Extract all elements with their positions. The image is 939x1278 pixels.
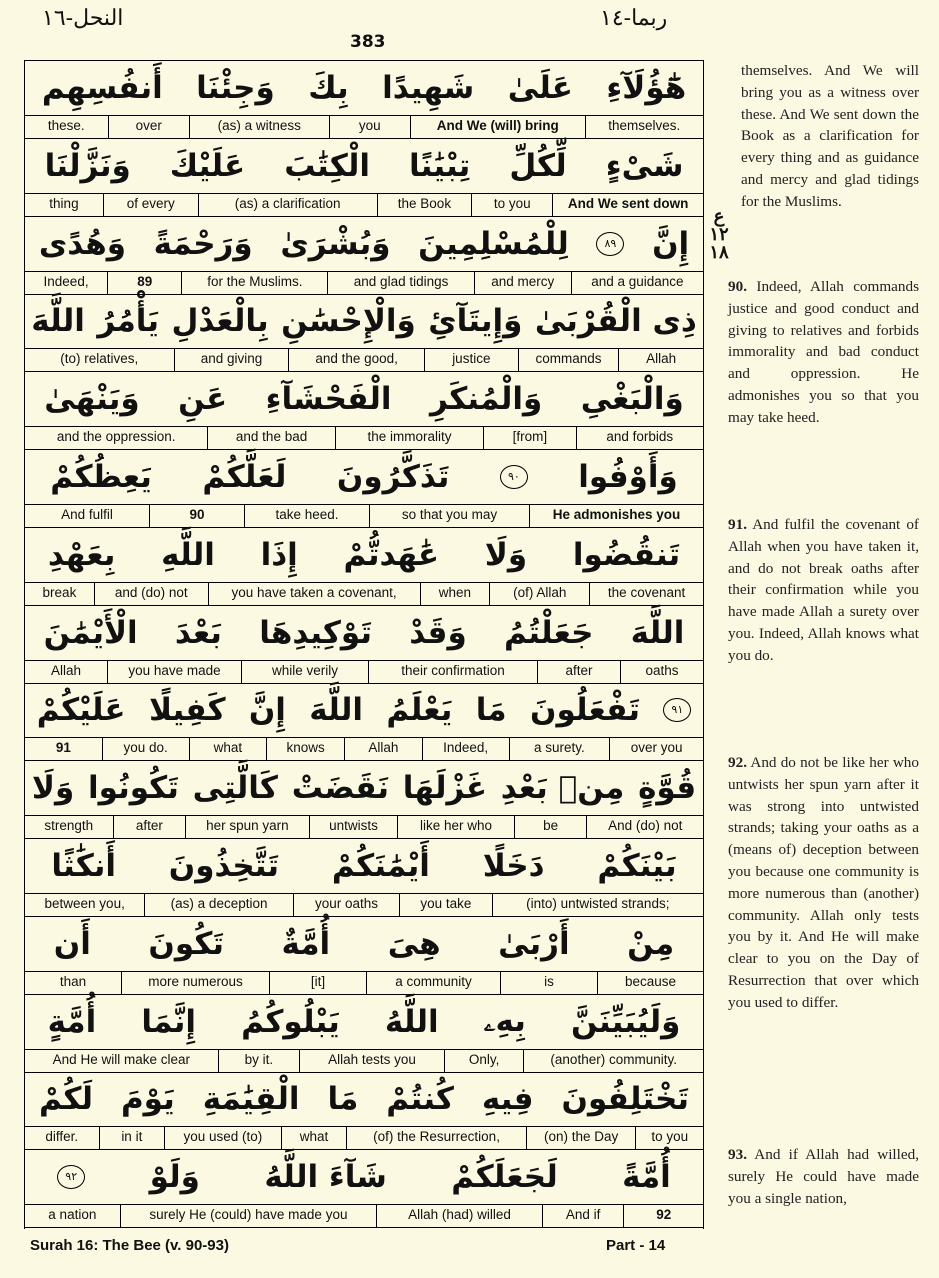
english-gloss-line (25, 815, 703, 839)
gloss-cell: and the good, (288, 349, 424, 371)
gloss-cell: like her who (397, 816, 514, 838)
arabic-word: أُمَّةٌ (281, 925, 331, 962)
gloss-cell: and the bad (207, 427, 334, 449)
gloss-cell: and the oppression. (56, 429, 176, 445)
english-gloss-line (25, 426, 703, 450)
arabic-word: بَيْنَكُمْ (597, 848, 677, 884)
arabic-word: شَىْءٍ (605, 147, 684, 184)
arabic-word: أَنفُسِهِم (41, 70, 163, 106)
gloss-cell: (of) Allah (489, 583, 589, 605)
arabic-word: وَبُشْرَىٰ (280, 225, 391, 262)
verse-row (25, 917, 703, 994)
arabic-word: وَلَيُبَيِّنَنَّ (571, 1003, 681, 1040)
gloss-cell: for the Muslims. (181, 272, 327, 294)
surah-header-arabic: النحل-١٦ (42, 6, 124, 31)
arabic-line (25, 917, 703, 971)
verse-row (25, 450, 703, 527)
arabic-word: تَتَّخِذُونَ (168, 848, 280, 884)
arabic-word: اللَّهُ (384, 1003, 439, 1040)
translation-text: And do not be like her who untwists her spun yarn after it was strong into untwisted strands; taking your oaths as a (means of) deception between you because one community is more numerous than (another) community. Allah only tests you by it. And He will make clear to you on the Day of Resurrection that over which you used to differ. (728, 754, 919, 1011)
gloss-cell: and forbids (576, 427, 703, 449)
arabic-word: وَلَا (31, 770, 75, 807)
gloss-cell: He admonishes you (529, 505, 703, 527)
arabic-word: بَعْدَ (174, 614, 222, 651)
gloss-cell: (of) the Resurrection, (346, 1127, 526, 1149)
translation-text: Indeed, Allah commands justice and good conduct and giving to relatives and forbids immorality and bad conduct and oppression. He admonishes you so that you may take heed. (728, 278, 919, 426)
gloss-cell: 90 (149, 505, 244, 527)
gloss-cell: and glad tidings (327, 272, 473, 294)
arabic-word: إِذَا (260, 536, 298, 573)
arabic-word: وَالْإِحْسَٰنِ (281, 303, 416, 340)
verse-row (25, 139, 703, 216)
arabic-word: عَلَيْكَ (169, 147, 246, 184)
gloss-cell: oaths (620, 661, 703, 683)
arabic-word: الْأَيْمَٰنَ (43, 614, 138, 651)
arabic-word: بِكَ (308, 70, 349, 106)
verse-row (25, 839, 703, 916)
arabic-word: عَٰهَدتُّمْ (343, 536, 440, 573)
arabic-line (25, 761, 703, 815)
arabic-word: نَقَضَتْ (291, 770, 390, 807)
gloss-cell: [from] (483, 427, 575, 449)
english-gloss-line (25, 1049, 703, 1073)
arabic-word: وَقَدْ (409, 614, 467, 651)
gloss-cell: Only, (444, 1050, 524, 1072)
gloss-cell: Indeed, (422, 738, 509, 760)
arabic-word: أَن (53, 925, 91, 962)
gloss-cell: your oaths (293, 894, 399, 916)
gloss-cell: 91 (55, 740, 71, 756)
arabic-word: الْفَحْشَآءِ (265, 381, 392, 418)
arabic-word: أُمَّةً (622, 1159, 671, 1196)
arabic-word: الْكِتَٰبَ (284, 147, 370, 184)
arabic-word: لِّكُلِّ (509, 147, 567, 184)
translation-text: And fulfil the covenant of Allah when you have taken it, and do not break oaths after their confirmation while you have made Allah a surety over you. Indeed, Allah knows what you do. (728, 516, 919, 664)
gloss-cell: and mercy (474, 272, 571, 294)
arabic-word: عَلَيْكُمْ (36, 692, 126, 729)
gloss-cell: and giving (174, 349, 289, 371)
arabic-word: يَبْلُوكُمُ (241, 1003, 340, 1040)
gloss-cell: take heed. (244, 505, 369, 527)
translation-text: themselves. And We will bring you as a witness over these. And We sent down the Book as a clarification for every thing and as guidance and mercy and glad tidings for the Muslims. (741, 62, 919, 210)
gloss-cell: And We sent down (552, 194, 703, 216)
gloss-cell: 89 (107, 272, 181, 294)
arabic-word: يَعِظُكُمْ (50, 459, 152, 495)
part-header-arabic: ربما-١٤ (600, 6, 668, 31)
gloss-cell: (as) a deception (144, 894, 292, 916)
arabic-word: يَأْمُرُ (97, 303, 160, 340)
gloss-cell: knows (266, 738, 344, 760)
arabic-word: بِالْعَدْلِ (171, 303, 269, 340)
arabic-word: يَوْمَ (120, 1081, 175, 1118)
gloss-cell: when (420, 583, 490, 605)
english-gloss-line (25, 115, 703, 139)
arabic-word: إِنَّمَا (141, 1003, 197, 1040)
arabic-line (25, 139, 703, 193)
gloss-cell: while verily (241, 661, 368, 683)
page-number: 383 (350, 32, 386, 52)
english-gloss-line (25, 193, 703, 217)
gloss-cell: And We (will) bring (410, 116, 585, 138)
gloss-cell: differ. (45, 1129, 79, 1145)
arabic-word: إِنَّ (248, 692, 286, 729)
gloss-cell: themselves. (585, 116, 704, 138)
gloss-cell: (another) community. (523, 1050, 703, 1072)
english-gloss-line (25, 1204, 703, 1228)
arabic-word: يَعْلَمُ (386, 692, 453, 729)
arabic-word: هَٰٓؤُلَآءِ (606, 70, 687, 106)
arabic-word: لَكُمْ (39, 1081, 94, 1118)
gloss-cell: a surety. (509, 738, 610, 760)
translation-verse (728, 276, 919, 429)
english-gloss-line (25, 893, 703, 917)
gloss-cell: over you (609, 738, 703, 760)
gloss-cell: be (514, 816, 587, 838)
arabic-word: تَوْكِيدِهَا (259, 614, 372, 651)
arabic-word: وَالْبَغْىِ (580, 381, 684, 418)
gloss-cell: untwists (309, 816, 398, 838)
arabic-line (25, 217, 703, 271)
gloss-cell: over (108, 116, 190, 138)
verse-number: 93. (728, 1146, 747, 1163)
gloss-cell: the immorality (335, 427, 483, 449)
gloss-cell: in it (99, 1127, 165, 1149)
gloss-cell: of every (103, 194, 198, 216)
english-gloss-line (25, 504, 703, 528)
verse-end-marker: ٩١ (663, 698, 691, 722)
gloss-cell: [it] (269, 972, 366, 994)
arabic-word: اللَّهِ (161, 536, 215, 573)
arabic-word: تَذَكَّرُونَ (336, 459, 450, 495)
arabic-word: عَنِ (178, 381, 228, 418)
gloss-cell: after (113, 816, 186, 838)
arabic-word: وَيَنْهَىٰ (44, 381, 140, 418)
arabic-word: وَجِئْنَا (196, 70, 275, 106)
gloss-cell: the covenant (589, 583, 703, 605)
arabic-word: تَخْتَلِفُونَ (561, 1081, 690, 1118)
gloss-cell: you have made (107, 661, 241, 683)
gloss-cell: and a guidance (571, 272, 703, 294)
arabic-word: وَلَوْ (149, 1159, 200, 1196)
arabic-word: قُوَّةٍ (638, 770, 697, 807)
arabic-word: شَآءَ اللَّهُ (264, 1159, 387, 1196)
verse-row (25, 1150, 703, 1227)
gloss-cell: break (42, 584, 77, 600)
gloss-cell: justice (424, 349, 518, 371)
gloss-cell: Allah tests you (299, 1050, 444, 1072)
arabic-line (25, 372, 703, 426)
ruku-marker: ع ١٢ ١٨ (709, 206, 729, 263)
gloss-cell: after (537, 661, 620, 683)
english-gloss-line (25, 971, 703, 995)
gloss-cell: And (do) not (586, 816, 703, 838)
gloss-cell: you used (to) (164, 1127, 281, 1149)
gloss-cell: to you (635, 1127, 703, 1149)
arabic-word: عَلَىٰ (507, 70, 573, 106)
arabic-line (25, 606, 703, 660)
arabic-word: تَكُونَ (148, 925, 224, 962)
arabic-word: هِىَ (387, 925, 441, 962)
arabic-word: أَنكَٰثًا (51, 848, 116, 884)
verse-end-marker: ٩٢ (57, 1165, 85, 1189)
arabic-line (25, 450, 703, 504)
verse-row (25, 761, 703, 838)
arabic-word: وَرَحْمَةً (153, 225, 253, 262)
gloss-cell: Allah (50, 662, 82, 678)
arabic-word: اللَّهَ (630, 614, 685, 651)
arabic-word: لَعَلَّكُمْ (202, 459, 287, 495)
arabic-word: لَجَعَلَكُمْ (451, 1159, 558, 1196)
gloss-cell: is (500, 972, 597, 994)
gloss-cell: (as) a witness (189, 116, 329, 138)
arabic-word: كَالَّتِى (192, 770, 278, 807)
translation-verse (728, 752, 919, 1014)
arabic-word: تَكُونُوا (88, 770, 179, 807)
arabic-word: تَنقُضُوا (572, 536, 681, 573)
arabic-word: وَنَزَّلْنَا (44, 147, 131, 184)
translation-intro (741, 60, 919, 213)
gloss-cell: Allah (618, 349, 703, 371)
gloss-cell: you take (399, 894, 491, 916)
gloss-cell: the Book (377, 194, 472, 216)
gloss-cell: what (189, 738, 267, 760)
gloss-cell: strength (44, 818, 94, 834)
gloss-cell: you (329, 116, 411, 138)
arabic-word: أَيْمَٰنَكُمْ (331, 848, 430, 884)
verse-number: 91. (728, 516, 747, 533)
arabic-word: فِيهِ (481, 1081, 534, 1118)
verse-row (25, 606, 703, 683)
verse-number: 92. (728, 754, 747, 771)
arabic-word: أُمَّةٍ (47, 1003, 97, 1040)
verse-row (25, 683, 703, 760)
translation-verse (728, 1144, 919, 1209)
gloss-cell: And if (542, 1205, 624, 1227)
arabic-line (25, 995, 703, 1049)
arabic-word: جَعَلْتُمُ (503, 614, 594, 651)
english-gloss-line (25, 348, 703, 372)
english-gloss-line (25, 660, 703, 684)
gloss-cell: than (59, 973, 87, 989)
arabic-word: إِنَّ (652, 225, 690, 262)
gloss-cell: Allah (had) willed (376, 1205, 542, 1227)
arabic-word: وَالْمُنكَرِ (429, 381, 543, 418)
gloss-cell: thing (49, 195, 79, 211)
gloss-cell: because (597, 972, 703, 994)
arabic-line (25, 839, 703, 893)
arabic-line (25, 61, 703, 115)
arabic-word: الْقِيَٰمَةِ (202, 1081, 300, 1118)
gloss-cell: And fulfil (61, 507, 113, 522)
verse-row (25, 528, 703, 605)
arabic-word: مِنۢ بَعْدِ (500, 770, 625, 807)
verse-end-marker: ٨٩ (596, 232, 624, 256)
gloss-cell: surely He (could) have made you (120, 1205, 377, 1227)
english-gloss-line (25, 582, 703, 606)
arabic-line (25, 683, 703, 737)
gloss-cell: and (do) not (94, 583, 208, 605)
gloss-cell: Allah (344, 738, 422, 760)
arabic-line (25, 1072, 703, 1126)
arabic-word: اللَّهَ (309, 692, 363, 729)
arabic-word: وَإِيتَآئِ (428, 303, 523, 340)
gloss-cell: Indeed, (43, 273, 89, 289)
verse-number: 90. (728, 278, 747, 295)
arabic-word: تِبْيَٰنًا (409, 147, 471, 184)
translation-text: And if Allah had willed, surely He could have made you a single nation, (728, 1146, 919, 1207)
arabic-line (25, 1150, 703, 1204)
gloss-cell: more numerous (121, 972, 269, 994)
arabic-word: وَهُدًى (38, 225, 126, 262)
gloss-cell: so that you may (369, 505, 529, 527)
arabic-word: بِهِۦ (483, 1003, 526, 1040)
verse-row (25, 995, 703, 1072)
gloss-cell: her spun yarn (185, 816, 309, 838)
verse-row (25, 372, 703, 449)
english-gloss-line (25, 737, 703, 761)
arabic-word: مِنْ (627, 925, 675, 962)
word-by-word-grid (24, 60, 704, 1229)
verse-row (25, 217, 703, 294)
arabic-word: وَلَا (484, 536, 528, 573)
gloss-cell: (as) a clarification (198, 194, 377, 216)
footer-surah-title: Surah 16: The Bee (v. 90-93) (30, 1237, 229, 1254)
arabic-word: اللَّهَ (31, 303, 85, 340)
arabic-line (25, 528, 703, 582)
gloss-cell: to you (471, 194, 552, 216)
arabic-word: ذِى الْقُرْبَىٰ (534, 303, 697, 340)
gloss-cell: these. (47, 118, 85, 133)
arabic-word: مَا (475, 692, 507, 729)
gloss-cell: commands (518, 349, 619, 371)
arabic-word: وَأَوْفُوا (578, 459, 678, 495)
footer-part: Part - 14 (606, 1237, 666, 1254)
gloss-cell: what (281, 1127, 347, 1149)
verse-row (25, 1072, 703, 1149)
arabic-word: لِلْمُسْلِمِينَ (418, 225, 569, 262)
english-gloss-line (25, 271, 703, 295)
gloss-cell: 92 (623, 1205, 703, 1227)
gloss-cell: a community (366, 972, 500, 994)
arabic-word: دَخَلًا (482, 848, 545, 884)
gloss-cell: by it. (218, 1050, 300, 1072)
translation-verse (728, 514, 919, 667)
arabic-word: أَرْبَىٰ (498, 925, 570, 962)
gloss-cell: (on) the Day (526, 1127, 636, 1149)
verse-end-marker: ٩٠ (500, 465, 528, 489)
verse-row (25, 61, 703, 138)
gloss-cell: you do. (102, 738, 189, 760)
arabic-word: كَفِيلًا (148, 692, 226, 729)
gloss-cell: you have taken a covenant, (208, 583, 420, 605)
arabic-word: مَا (327, 1081, 359, 1118)
arabic-word: تَفْعَلُونَ (529, 692, 640, 729)
arabic-line (25, 294, 703, 348)
arabic-word: بِعَهْدِ (47, 536, 116, 573)
gloss-cell: (to) relatives, (60, 351, 139, 367)
gloss-cell: between you, (44, 896, 125, 911)
verse-row (25, 294, 703, 371)
gloss-cell: (into) untwisted strands; (492, 894, 703, 916)
gloss-cell: their confirmation (368, 661, 537, 683)
arabic-word: غَزْلَهَا (402, 770, 488, 807)
gloss-cell: And He will make clear (52, 1051, 190, 1067)
arabic-word: شَهِيدًا (382, 70, 475, 106)
gloss-cell: a nation (48, 1207, 97, 1223)
english-gloss-line (25, 1126, 703, 1150)
arabic-word: كُنتُمْ (386, 1081, 454, 1118)
